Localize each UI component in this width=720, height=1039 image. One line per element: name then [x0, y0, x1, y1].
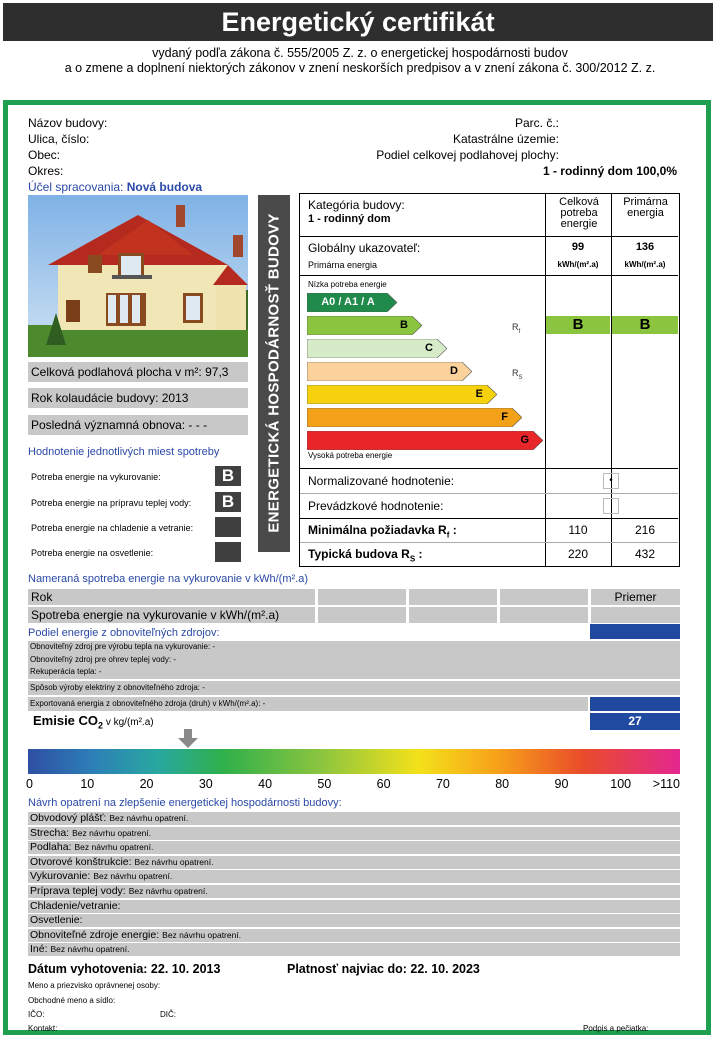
measure-value: Bez návrhu opatrení. — [93, 871, 173, 882]
primary-energy-rating: B — [612, 316, 678, 334]
energy-class-label: G — [520, 434, 529, 446]
measure-value: Bez návrhu opatrení. — [134, 856, 214, 867]
building-name-label: Názov budovy: — [28, 116, 108, 130]
year-cell-1 — [318, 589, 406, 605]
issue-date: Dátum vyhotovenia: 22. 10. 2013 — [28, 962, 221, 976]
measure-label: Otvorové konštrukcie: — [30, 855, 132, 868]
legal-subtitle-line1: vydaný podľa zákona č. 555/2005 Z. z. o energetickej hospodárnosti budov — [152, 46, 568, 60]
min-primary-value: 216 — [634, 523, 656, 537]
emission-tick-label: 80 — [495, 777, 510, 791]
primary-energy-col-head: Primárna energia — [623, 196, 668, 219]
normalized-rating-box: • — [603, 473, 619, 489]
energy-class-arrow — [307, 339, 447, 358]
measure-label: Chladenie/vetranie: — [30, 899, 121, 912]
energy-class-arrow — [307, 316, 422, 335]
global-total-unit: kWh/(m².a) — [557, 260, 599, 269]
legal-subtitle-line2: a o zmene a doplnení niektorých zákonov v znení neskorších predpisov a v znení zákona č. 300/2012 Z. z. — [64, 61, 656, 75]
emission-scale-bar — [28, 749, 680, 774]
purpose-row — [28, 180, 202, 194]
renewable-electricity-row: Spôsob výroby elektriny z obnoviteľného zdroja: - — [28, 681, 680, 695]
consumption-places-heading: Hodnotenie jednotlivých miest spotreby — [28, 446, 220, 458]
floor-area-field: Celková podlahová plocha v m²: 97,3 — [28, 362, 248, 382]
purpose-label: Účel spracovania: — [28, 180, 124, 194]
heat-recovery-row: Rekuperácia tepla: - — [30, 667, 102, 676]
year-cell-2 — [409, 589, 497, 605]
measure-value: Bez návrhu opatrení. — [109, 813, 189, 823]
energy-class-label: B — [400, 319, 408, 331]
lighting-need-badge — [215, 542, 241, 562]
cooling-need-label: Potreba energie na chladenie a vetranie: — [31, 523, 194, 533]
energy-class-arrow — [307, 408, 522, 427]
emission-tick-label: 50 — [317, 777, 332, 791]
purpose-value: Nová budova — [126, 180, 203, 194]
measure-row — [28, 929, 680, 942]
global-total-value: 99 — [571, 241, 585, 253]
floor-share-label: Podiel celkovej podlahovej plochy: — [376, 148, 559, 162]
year-cell-3 — [500, 589, 588, 605]
heating-need-badge: B — [215, 466, 241, 486]
municipality-label: Obec: — [28, 148, 61, 162]
heating-consumption-label: Spotreba energie na vykurovanie v kWh/(m².a) — [28, 607, 315, 623]
energy-table — [299, 193, 680, 567]
renewable-block — [28, 641, 680, 679]
energy-class-arrow — [307, 293, 397, 312]
renovation-field: Posledná významná obnova: - - - — [28, 415, 248, 435]
vertical-band — [258, 195, 290, 552]
rs-marker: $R_S$ — [512, 368, 523, 381]
total-energy-col-head: Celková potreba energie — [559, 196, 599, 230]
consumption-average-cell — [591, 607, 680, 623]
operational-rating-box — [603, 498, 619, 514]
measure-row — [28, 827, 680, 840]
emission-tick-label: 70 — [435, 777, 450, 791]
measure-label: Strecha: — [30, 826, 70, 839]
measure-row — [28, 870, 680, 883]
measure-label: Osvetlenie: — [30, 914, 83, 927]
category-value: 1 - rodinný dom — [308, 213, 391, 225]
emission-tick-label: >110 — [652, 777, 680, 791]
measure-label: Obvodový plášť: — [30, 812, 107, 824]
low-need-label: Nízka potreba energie — [308, 280, 387, 289]
measure-value: Bez návrhu opatrení. — [74, 842, 154, 853]
rf-marker: $R_f$ — [512, 322, 521, 335]
heating-need-label: Potreba energie na vykurovanie: — [31, 472, 161, 482]
consumption-cell-3 — [500, 607, 588, 623]
exported-energy-row: Exportovaná energia z obnoviteľného zdroja (druh) v kWh/(m².a): - — [28, 697, 588, 711]
measure-row — [28, 943, 680, 956]
ico-label: IČO: — [28, 1010, 45, 1019]
authorized-person-label: Meno a priezvisko oprávnenej osoby: — [28, 981, 161, 990]
emission-label: Emisie $CO_2$ v kg/(m².a) — [33, 713, 154, 731]
vertical-band-label: ENERGETICKÁ HOSPODÁRNOSŤ BUDOVY — [265, 213, 283, 533]
category-label: Kategória budovy: — [308, 198, 405, 212]
measure-label: Vykurovanie: — [30, 870, 91, 883]
average-label: Priemer — [591, 589, 680, 605]
total-energy-rating: B — [546, 316, 610, 334]
measure-row — [28, 885, 680, 898]
renewable-water-row: Obnoviteľný zdroj pre ohrev teplej vody: - — [30, 654, 176, 664]
typical-total-value: 220 — [567, 547, 589, 561]
signature-label: Podpis a pečiatka: — [583, 1024, 649, 1033]
cooling-need-badge — [215, 517, 241, 537]
renewable-heading: Podiel energie z obnoviteľných zdrojov: — [28, 627, 220, 639]
emission-tick-label: 90 — [554, 777, 569, 791]
parcel-label: Parc. č.: — [514, 116, 559, 130]
valid-until: Platnosť najviac do: 22. 10. 2023 — [287, 962, 480, 976]
measure-value: Bez návrhu opatrení. — [162, 929, 242, 940]
high-need-label: Vysoká potreba energie — [308, 451, 393, 460]
district-label: Okres: — [28, 164, 64, 178]
dic-label: DIČ: — [160, 1010, 176, 1019]
measure-label: Príprava teplej vody: — [30, 885, 126, 897]
global-primary-unit: kWh/(m².a) — [624, 260, 666, 269]
energy-class-label: A0 / A1 / A — [321, 296, 375, 308]
exported-energy-bar — [590, 697, 680, 711]
energy-class-label: D — [450, 365, 458, 377]
measure-label: Iné: — [30, 943, 48, 956]
energy-class-arrow — [307, 431, 543, 450]
emission-tick-label: 60 — [376, 777, 391, 791]
year-label: Rok — [28, 589, 315, 605]
certificate-title: Energetický certifikát — [3, 3, 713, 41]
measure-row — [28, 856, 680, 869]
contact-label: Kontakt: — [28, 1024, 58, 1033]
consumption-cell-1 — [318, 607, 406, 623]
energy-class-label: F — [501, 411, 508, 423]
measured-table — [28, 589, 680, 625]
floor-share-value: 1 - rodinný dom 100,0% — [542, 164, 677, 178]
typical-building-label: Typická budova $R_S$ : — [308, 547, 423, 564]
global-indicator-label: Globálny ukazovateľ: — [308, 241, 421, 255]
renewable-heat-row: Obnoviteľný zdroj pre výrobu tepla na vykurovanie: - — [30, 642, 216, 651]
measure-value: Bez návrhu opatrení. — [128, 886, 208, 896]
min-requirement-label: Minimálna požiadavka $R_f$ : — [308, 523, 457, 540]
emission-tick-label: 30 — [198, 777, 213, 791]
street-label: Ulica, číslo: — [28, 132, 90, 146]
emission-tick-label: 40 — [258, 777, 273, 791]
emission-tick-label: 10 — [80, 777, 95, 791]
energy-class-arrow — [307, 385, 497, 404]
operational-rating-label: Prevádzkové hodnotenie: — [308, 499, 444, 513]
min-total-value: 110 — [568, 523, 588, 537]
energy-class-label: C — [425, 342, 433, 354]
measured-heading: Nameraná spotreba energie na vykurovanie v kWh/(m².a) — [28, 573, 309, 585]
global-indicator-sub: Primárna energia — [308, 260, 378, 270]
normalized-rating-label: Normalizované hodnotenie: — [308, 474, 455, 488]
consumption-cell-2 — [409, 607, 497, 623]
measure-row — [28, 914, 680, 927]
emission-tick-label: 0 — [26, 777, 33, 791]
measures-heading: Návrh opatrení na zlepšenie energetickej hospodárnosti budovy: — [28, 797, 342, 809]
renewable-share-bar — [590, 624, 680, 639]
measure-label: Podlaha: — [30, 841, 72, 854]
measure-row — [28, 841, 680, 854]
energy-class-label: E — [475, 388, 483, 400]
emission-tick-label: 20 — [139, 777, 154, 791]
energy-class-arrow — [307, 362, 472, 381]
building-photo — [28, 195, 248, 357]
emission-tick-label: 100 — [610, 777, 632, 791]
hot-water-need-badge: B — [215, 492, 241, 512]
measure-value: Bez návrhu opatrení. — [50, 944, 130, 955]
lighting-need-label: Potreba energie na osvetlenie: — [31, 548, 154, 558]
measure-label: Obnoviteľné zdroje energie: — [30, 928, 160, 941]
measure-row — [28, 812, 680, 825]
global-primary-value: 136 — [635, 241, 655, 253]
approval-year-field: Rok kolaudácie budovy: 2013 — [28, 388, 248, 408]
typical-primary-value: 432 — [634, 547, 656, 561]
cadastral-label: Katastrálne územie: — [452, 132, 559, 146]
emission-pointer-icon — [178, 729, 198, 749]
business-name-label: Obchodné meno a sídlo: — [28, 996, 116, 1005]
hot-water-need-label: Potreba energie na prípravu teplej vody: — [31, 498, 192, 508]
emission-value: 27 — [590, 713, 680, 730]
measure-row — [28, 900, 680, 913]
measure-value: Bez návrhu opatrení. — [72, 827, 152, 838]
